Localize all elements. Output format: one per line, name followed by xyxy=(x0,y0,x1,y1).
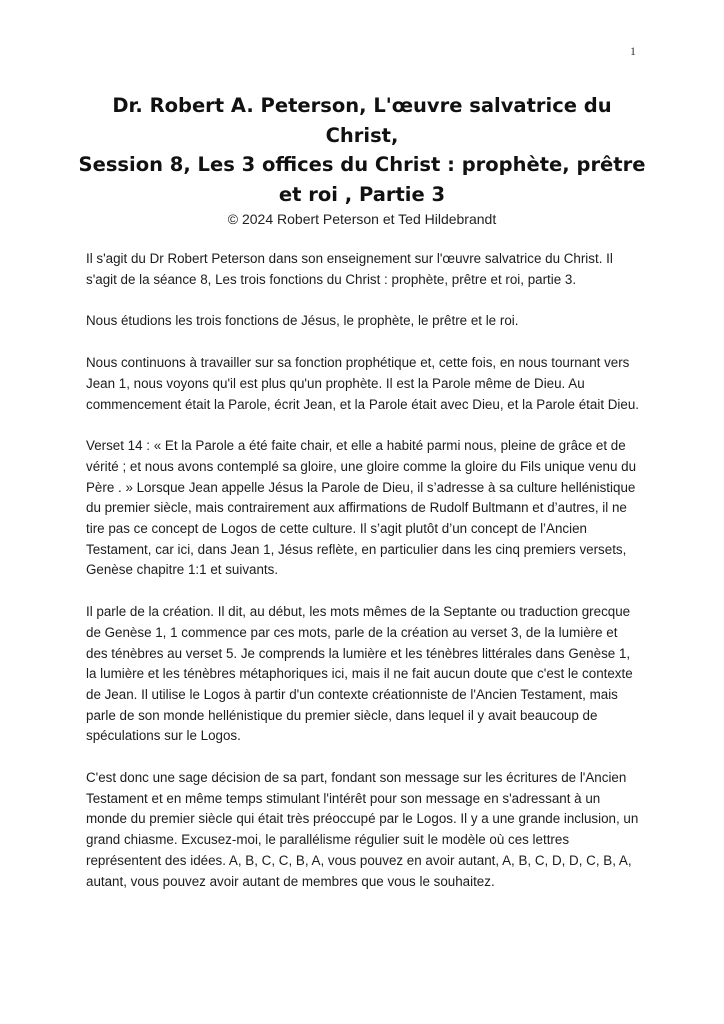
body-paragraph: Verset 14 : « Et la Parole a été faite chair, et elle a habité parmi nous, pleine de grâce et de vérité ; et nous avons contemplé sa gloire, une gloire comme la gloire du Fils unique venu du Père . » Lorsque Jean appelle Jésus la Parole de Dieu, il s’adresse à sa culture hellénistique du premier siècle, mais contrairement aux affirmations de Rudolf Bultmann et d’autres, il ne tire pas ce concept de Logos de cette culture. Il s’agit plutôt d’un concept de l’Ancien Testament, car ici, dans Jean 1, Jésus reflète, en particulier dans les cinq premiers versets, Genèse chapitre 1:1 et suivants. xyxy=(86,438,637,578)
body-paragraph: C'est donc une sage décision de sa part, fondant son message sur les écritures de l'Ancien Testament et en même temps stimulant l'intérêt pour son message en s'adressant à un monde du premier siècle qui était très préoccupé par le Logos. Il y a une grande inclusion, un grand chiasme. Excusez-moi, le parallélisme régulier suit le modèle où ces lettres représentent des idées. A, B, C, C, B, A, vous pouvez en avoir autant, A, B, C, D, D, C, B, A, autant, vous pouvez avoir autant de membres que vous le souhaitez. xyxy=(86,770,639,889)
title-line: Christ, xyxy=(325,123,399,147)
document-body xyxy=(86,249,640,913)
title-line: et roi , Partie 3 xyxy=(278,182,446,206)
body-paragraph: Il parle de la création. Il dit, au début, les mots mêmes de la Septante ou traduction grecque de Genèse 1, 1 commence par ces mots, parle de la création au verset 3, de la lumière et des ténèbres au verset 5. Je comprends la lumière et les ténèbres littérales dans Genèse 1, la lumière et les ténèbres métaphoriques ici, mais il ne fait aucun doute que c'est le contexte de Jean. Il utilise le Logos à partir d'un contexte créationniste de l'Ancien Testament, mais parle de son monde hellénistique du premier siècle, dans lequel il y avait beaucoup de spéculations sur le Logos. xyxy=(86,604,633,744)
page-number: 1 xyxy=(630,44,636,58)
document-header xyxy=(70,91,654,228)
body-paragraph: Nous continuons à travailler sur sa fonction prophétique et, cette fois, en nous tournant vers Jean 1, nous voyons qu'il est plus qu'un prophète. Il est la Parole même de Dieu. Au commencement était la Parole, écrit Jean, et la Parole était avec Dieu, et la Parole était Dieu. xyxy=(86,355,640,412)
body-paragraph: Nous étudions les trois fonctions de Jésus, le prophète, le prêtre et le roi. xyxy=(86,313,519,329)
title-line: Dr. Robert A. Peterson, L'œuvre salvatrice du xyxy=(112,94,612,117)
copyright-notice: © 2024 Robert Peterson et Ted Hildebrandt xyxy=(227,211,497,227)
body-paragraph: Il s'agit du Dr Robert Peterson dans son enseignement sur l'œuvre salvatrice du Christ. Il s'agit de la séance 8, Les trois fonctions du Christ : prophète, prêtre et roi, partie 3. xyxy=(86,251,613,287)
document-title xyxy=(70,91,654,209)
title-line: Session 8, Les 3 offices du Christ : prophète, prêtre xyxy=(78,153,646,176)
